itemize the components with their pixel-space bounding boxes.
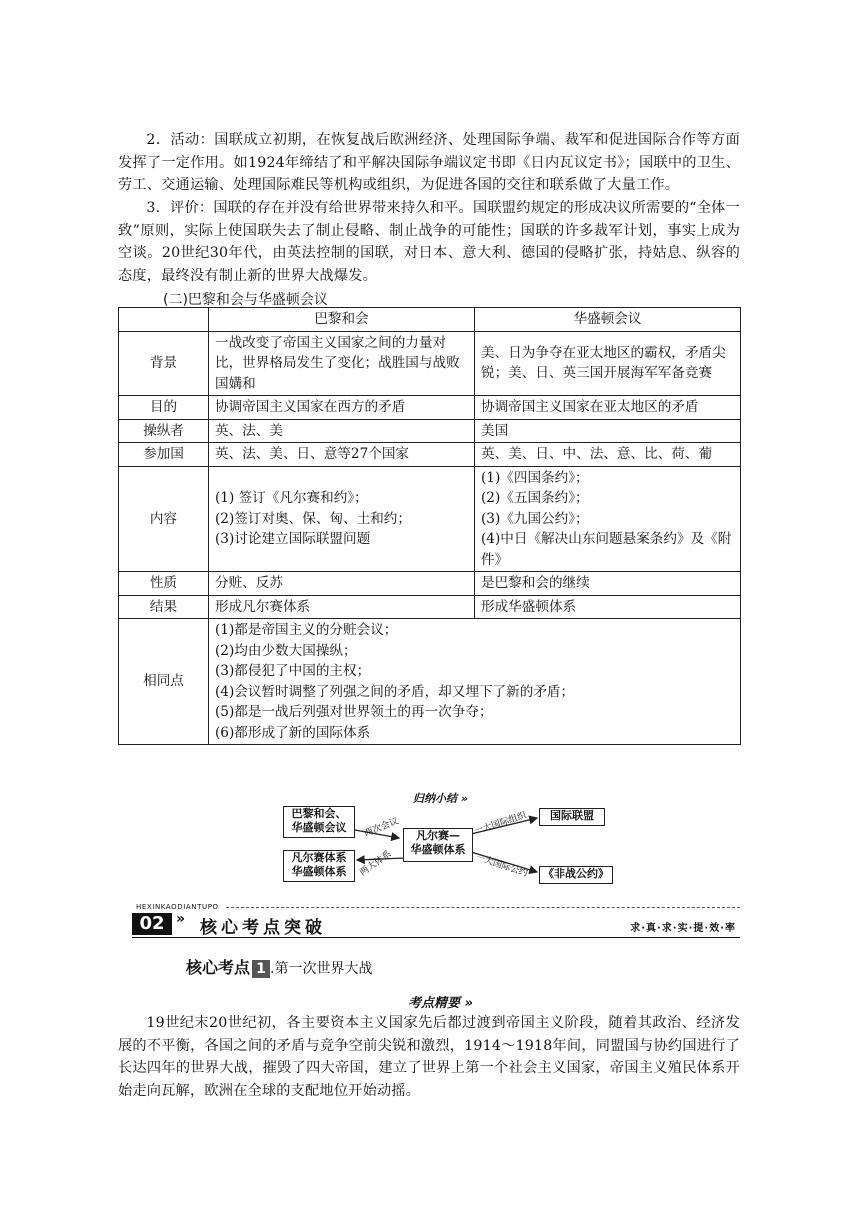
table-cell-paris (209, 331, 475, 396)
diagram-title: 归纳小结 » (413, 792, 468, 805)
keypoint-subtitle: .第一次世界大战 (270, 961, 373, 977)
table-row-label: 背景 (119, 331, 209, 396)
table-row (119, 419, 741, 443)
keypoint-heading (186, 955, 372, 978)
table-row (119, 396, 741, 420)
cell-line: 美国 (481, 422, 509, 439)
table-cell-washington (475, 419, 741, 443)
table-cell-washington (475, 595, 741, 619)
table-cell-washington (475, 396, 741, 420)
box-pact: 《非战公约》 (539, 866, 613, 884)
table-row (119, 572, 741, 596)
keypoint-label: 核心考点 (186, 958, 251, 977)
table-row-label: 内容 (119, 466, 209, 572)
table-row-label: 性质 (119, 572, 209, 596)
table-cell-washington (475, 443, 741, 467)
table-header-row (119, 308, 741, 332)
cell-line: 英、法、美、日、意等27个国家 (215, 446, 410, 462)
section-number: 02 (132, 913, 172, 935)
table-row-label: 相同点 (119, 619, 209, 745)
banner-rule (132, 937, 740, 938)
cell-line: (3)讨论建立国际联盟问题 (215, 531, 371, 547)
cell-line: (3)《九国公约》； (481, 510, 589, 527)
table-cell-washington (475, 331, 741, 396)
cell-line: (2)《五国条约》； (481, 490, 589, 506)
cell-line: (5)都是一战后列强对世界领土的再一次争夺； (215, 704, 493, 720)
table-row (119, 595, 741, 619)
cell-line: 是巴黎和会的继续 (481, 575, 590, 591)
table-cell-washington (475, 572, 741, 596)
table-row-label: 参加国 (119, 443, 209, 467)
box-conferences: 巴黎和会、 华盛顿会议 (283, 806, 355, 838)
cell-line: 协调帝国主义国家在西方的矛盾 (215, 399, 406, 415)
summary-diagram (275, 786, 615, 896)
edge-label-systems: 两大体系 (358, 849, 394, 879)
cell-line: (2)签订对奥、保、匈、土和约； (215, 510, 411, 527)
edge-label-org: 一大国际组织 (473, 810, 528, 838)
table-cell-common (209, 619, 741, 745)
table-row-label: 目的 (119, 396, 209, 420)
table-header-cell: 巴黎和会 (209, 308, 475, 332)
table-row (119, 466, 741, 572)
table-row (119, 331, 741, 396)
cell-line: (4)中日《解决山东问题悬案条约》及《附件》 (481, 531, 732, 568)
table-cell-washington (475, 466, 741, 572)
table-header-cell: 华盛顿会议 (475, 308, 741, 332)
table-cell-paris (209, 419, 475, 443)
double-chevron-icon: » (176, 911, 186, 927)
table-cell-paris (209, 572, 475, 596)
section-title: 核心考点突破 (200, 918, 326, 938)
cell-line: 美、日为争夺在亚太地区的霸权，矛盾尖锐；美、日、英三国开展海军军备竞赛 (481, 344, 726, 382)
table-cell-paris (209, 443, 475, 467)
section-motto: 求·真·求·实·提·效·率 (630, 923, 736, 934)
box-systems: 凡尔赛体系 华盛顿体系 (283, 850, 355, 882)
edge-label-pact: 一大国际公约 (474, 852, 529, 880)
paragraph-ww1: 19世纪末20世纪初，各主要资本主义国家先后都过渡到帝国主义阶段，随着其政治、经济发展的不平衡，各国之间的矛盾与竞争空前尖锐和激烈，1914～1918年间，同盟国与协约国进行了长达四年的世界大战，摧毁了四大帝国，建立了世界上第一个社会主义国家，帝国主义殖民体系开始走向瓦解，欧洲在全球的支配地位开始动摇。 (118, 1015, 740, 1099)
table-row-label: 操纵者 (119, 419, 209, 443)
cell-line: 分赃、反苏 (215, 575, 283, 591)
cell-line: (4)会议暂时调整了列强之间的矛盾，却又埋下了新的矛盾； (215, 683, 575, 700)
table-row-common (119, 619, 741, 745)
comparison-table (118, 307, 741, 745)
table-cell-paris (209, 466, 475, 572)
cell-line: (6)都形成了新的国际体系 (215, 724, 371, 741)
cell-line: 一战改变了帝国主义国家之间的力量对比，世界格局发生了变化；战胜国与战败国媾和 (215, 334, 460, 392)
box-league: 国际联盟 (539, 808, 605, 826)
kd-title: 考点精要 » (408, 996, 473, 1011)
table-cell-paris (209, 595, 475, 619)
box-center: 凡尔赛— 华盛顿体系 (403, 828, 473, 862)
cell-line: 英、美、日、中、法、意、比、荷、葡 (481, 446, 713, 462)
cell-line: (1)《四国条约》； (481, 469, 589, 486)
cell-line: 形成华盛顿体系 (481, 598, 577, 615)
edge-label-conferences: 两次会议 (363, 816, 401, 840)
paragraph-evaluation: 3．评价：国联的存在并没有给世界带来持久和平。国联盟约规定的形成决议所需要的“全体一致”原则，实际上使国联失去了制止侵略、制止战争的可能性；国联的许多裁军计划，事实上成为空谈。20世纪30年代，由英法控制的国联，对日本、意大利、德国的侵略扩张，持姑息、纵容的态度，最终没有制止新的世界大战爆发。 (118, 200, 740, 284)
paragraph-activity: 2．活动：国联成立初期，在恢复战后欧洲经济、处理国际争端、裁军和促进国际合作等方面发挥了一定作用。如1924年缔结了和平解决国际争端议定书即《日内瓦议定书》；国联中的卫生、劳工、交通运输、处理国际难民等机构或组织，为促进各国的交往和联系做了大量工作。 (118, 132, 740, 194)
cell-line: (1)都是帝国主义的分赃会议； (215, 622, 398, 638)
subheading: (二)巴黎和会与华盛顿会议 (163, 292, 328, 308)
banner-dashed-line (226, 907, 740, 908)
table-row-label: 结果 (119, 595, 209, 619)
section-pinyin: HEXINKAODIANTUPO (136, 903, 219, 911)
table-header-cell (119, 308, 209, 332)
table-cell-paris (209, 396, 475, 420)
cell-line: (2)均由少数大国操纵； (215, 642, 357, 659)
cell-line: 英、法、美 (215, 422, 283, 439)
table-row (119, 443, 741, 467)
cell-line: 协调帝国主义国家在亚太地区的矛盾 (481, 399, 699, 415)
keypoint-number: 1 (252, 960, 270, 978)
cell-line: (1) 签订《凡尔赛和约》； (215, 490, 368, 506)
cell-line: (3)都侵犯了中国的主权； (215, 663, 371, 679)
section-banner (118, 903, 740, 939)
cell-line: 形成凡尔赛体系 (215, 598, 311, 615)
